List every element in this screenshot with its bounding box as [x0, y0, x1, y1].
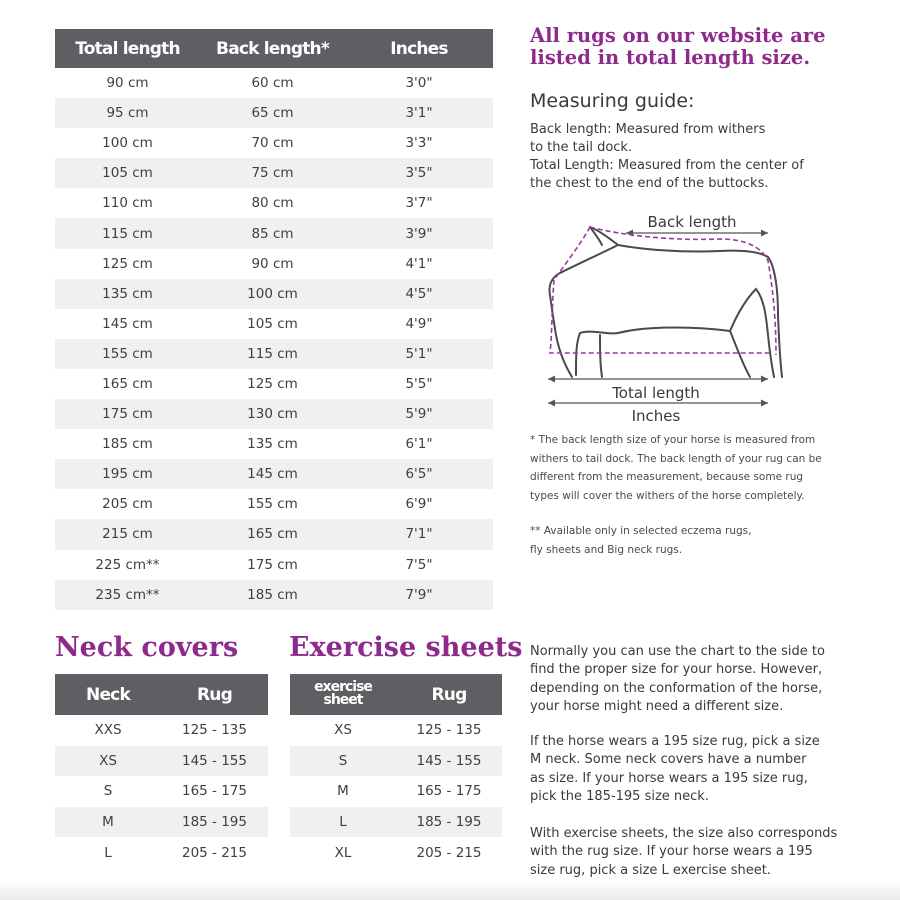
table-row: [290, 746, 502, 777]
table-cell: 7'1": [345, 519, 493, 549]
table-cell: 3'3": [405, 135, 433, 152]
page-bottom-edge: [0, 880, 900, 900]
inches-label: Inches: [631, 407, 681, 425]
table-row: [55, 158, 493, 188]
table-cell: 205 - 215: [182, 844, 247, 861]
table-row: [55, 837, 268, 868]
neck-covers-heading: Neck covers: [55, 632, 239, 663]
table-cell: 60 cm: [251, 75, 294, 92]
table-cell: 5'5": [405, 375, 433, 392]
table-cell: M: [55, 807, 161, 838]
footnote-line: ** Available only in selected eczema rugs,: [530, 525, 752, 537]
table-cell: 5'9": [345, 399, 493, 429]
table-cell: 110 cm: [102, 195, 153, 212]
table-cell: L: [290, 807, 396, 838]
table-header-row: [290, 674, 502, 715]
table-cell: 155 cm: [55, 339, 200, 369]
table-row: [55, 128, 493, 158]
total-length-note: [530, 25, 870, 69]
paragraph-line: M neck. Some neck covers have a number: [530, 752, 807, 768]
table-cell: 80 cm: [251, 195, 294, 212]
table-row: [55, 489, 493, 519]
rug-size-table: [55, 29, 493, 610]
paragraph-line: With exercise sheets, the size also corresponds: [530, 826, 838, 841]
table-cell: 125 cm: [247, 375, 298, 392]
table-cell: 155 cm: [247, 496, 298, 513]
paragraph-line: depending on the conformation of the horse,: [530, 680, 823, 696]
paragraph-line: Normally you can use the chart to the side to: [530, 644, 825, 659]
table-row: [290, 837, 502, 868]
table-row: [55, 98, 493, 128]
back-length-footnote: [530, 431, 850, 505]
table-cell: 115 cm: [55, 218, 200, 248]
table-cell: L: [104, 844, 112, 861]
table-row: [55, 339, 493, 369]
table-cell: 145 - 155: [396, 746, 502, 777]
table-cell: 185 - 195: [396, 807, 502, 838]
table-cell: 70 cm: [251, 135, 294, 152]
footnote-line: different from the measurement, because some rug: [530, 471, 804, 483]
paragraph-line: If the horse wears a 195 size rug, pick a size: [530, 734, 820, 749]
table-row: [290, 807, 502, 838]
guide-line: the chest to the end of the buttocks.: [530, 175, 769, 191]
table-row: [55, 68, 493, 98]
table-cell: 175 cm: [247, 556, 298, 573]
table-cell: 90 cm: [106, 75, 149, 92]
table-cell: 195 cm: [55, 459, 200, 489]
table-row: [55, 776, 268, 807]
horse-outline-icon: [549, 227, 782, 377]
neck-sizing-paragraph: [530, 733, 850, 806]
table-row: [55, 746, 268, 777]
table-cell: 105 cm: [55, 158, 200, 188]
horse-measurement-diagram: [530, 205, 850, 430]
table-cell: 90 cm: [251, 255, 294, 272]
table-row: [55, 309, 493, 339]
footnote-line: types will cover the withers of the horse completely.: [530, 489, 805, 502]
exercise-sizing-paragraph: [530, 825, 850, 880]
table-cell: 7'5": [405, 556, 433, 573]
table-cell: 3'1": [345, 98, 493, 128]
table-cell: 215 cm: [55, 519, 200, 549]
table-row: [55, 429, 493, 459]
paragraph-line: as size. If your horse wears a 195 size rug,: [530, 770, 808, 786]
paragraph-line: with the rug size. If your horse wears a 195: [530, 844, 813, 860]
table-cell: 6'5": [345, 459, 493, 489]
table-row: [290, 715, 502, 746]
table-row: [55, 580, 493, 610]
table-cell: 125 - 135: [416, 722, 482, 739]
table-cell: 130 cm: [200, 399, 345, 429]
back-length-definition: [530, 121, 800, 156]
table-cell: 5'1": [345, 339, 493, 369]
sizing-paragraph: [530, 643, 850, 716]
availability-footnote: [530, 522, 830, 559]
table-row: [55, 369, 493, 399]
total-length-definition: [530, 157, 860, 192]
table-cell: 205 cm: [102, 496, 153, 513]
total-length-arrow: [548, 376, 768, 383]
table-cell: 3'7": [405, 195, 433, 212]
table-row: [55, 459, 493, 489]
table-cell: 100 cm: [200, 279, 345, 309]
table-cell: 135 cm: [247, 436, 298, 453]
table-cell: 95 cm: [55, 98, 200, 128]
table-cell: 235 cm**: [55, 580, 200, 610]
header-total-length: Total length: [55, 29, 200, 68]
table-cell: 165 cm: [102, 375, 153, 392]
header-line: sheet: [323, 691, 363, 708]
table-cell: 3'5": [345, 158, 493, 188]
table-cell: 115 cm: [200, 339, 345, 369]
exercise-sheets-table: [290, 674, 502, 868]
header-back-length: Back length*: [200, 29, 345, 68]
guide-line: Back length: Measured from withers: [530, 122, 766, 137]
header-exercise-sheet: [290, 674, 396, 715]
total-length-label: Total length: [612, 384, 700, 402]
header-rug: Rug: [161, 674, 268, 715]
table-cell: 165 cm: [200, 519, 345, 549]
table-cell: 135 cm: [55, 279, 200, 309]
table-row: [55, 249, 493, 279]
exercise-sheets-heading: Exercise sheets: [289, 632, 523, 663]
table-cell: 125 - 135: [182, 722, 247, 739]
table-row: [55, 279, 493, 309]
table-cell: 4'9": [405, 315, 433, 332]
table-cell: XXS: [94, 722, 122, 739]
table-cell: 165 - 175: [416, 783, 482, 800]
table-row: [55, 550, 493, 580]
table-cell: 6'9": [405, 496, 433, 513]
note-line: listed in total length size.: [530, 46, 811, 69]
table-cell: 175 cm: [55, 399, 200, 429]
table-cell: 3'9": [345, 218, 493, 248]
table-cell: 6'1": [405, 436, 433, 453]
table-row: [55, 218, 493, 248]
table-row: [55, 399, 493, 429]
table-cell: 105 cm: [247, 315, 298, 332]
paragraph-line: pick the 185-195 size neck.: [530, 788, 709, 804]
table-cell: 100 cm: [102, 135, 153, 152]
table-cell: 225 cm**: [95, 556, 160, 573]
header-inches: Inches: [345, 29, 493, 68]
table-row: [55, 519, 493, 549]
measuring-guide-title: Measuring guide:: [530, 90, 695, 112]
guide-line: to the tail dock.: [530, 139, 633, 155]
table-cell: 145 cm: [200, 459, 345, 489]
table-cell: 185 cm: [102, 436, 153, 453]
table-cell: S: [290, 746, 396, 777]
table-cell: M: [337, 783, 349, 800]
table-cell: 65 cm: [200, 98, 345, 128]
table-row: [55, 807, 268, 838]
neck-covers-table: [55, 674, 268, 868]
table-row: [290, 776, 502, 807]
table-cell: 4'1": [405, 255, 433, 272]
footnote-line: * The back length size of your horse is measured from: [530, 434, 816, 446]
rug-outline: [550, 227, 776, 355]
table-cell: XS: [334, 722, 352, 739]
table-header-row: [55, 674, 268, 715]
table-row: [55, 188, 493, 218]
table-cell: XS: [55, 746, 161, 777]
table-cell: 185 - 195: [161, 807, 268, 838]
table-cell: S: [103, 783, 113, 800]
header-rug: Rug: [396, 674, 502, 715]
table-header-row: [55, 29, 493, 68]
table-cell: 205 - 215: [416, 844, 482, 861]
table-row: [55, 715, 268, 746]
table-cell: 75 cm: [200, 158, 345, 188]
header-neck: Neck: [55, 674, 161, 715]
table-cell: 185 cm: [200, 580, 345, 610]
table-cell: 145 cm: [102, 315, 153, 332]
header-line: exercise: [314, 678, 372, 695]
table-cell: 85 cm: [200, 218, 345, 248]
table-cell: XL: [334, 844, 352, 861]
note-line: All rugs on our website are: [530, 24, 826, 47]
paragraph-line: your horse might need a different size.: [530, 698, 784, 714]
table-cell: 145 - 155: [161, 746, 268, 777]
table-cell: 7'9": [345, 580, 493, 610]
back-length-label: Back length: [647, 213, 737, 231]
footnote-line: fly sheets and Big neck rugs.: [530, 543, 683, 556]
table-cell: 125 cm: [102, 255, 153, 272]
guide-line: Total Length: Measured from the center of: [530, 158, 804, 173]
paragraph-line: find the proper size for your horse. However,: [530, 662, 823, 678]
table-cell: 3'0": [405, 75, 433, 92]
paragraph-line: size rug, pick a size L exercise sheet.: [530, 862, 771, 878]
table-cell: 165 - 175: [182, 783, 247, 800]
table-cell: 4'5": [345, 279, 493, 309]
footnote-line: withers to tail dock. The back length of your rug can be: [530, 452, 822, 465]
